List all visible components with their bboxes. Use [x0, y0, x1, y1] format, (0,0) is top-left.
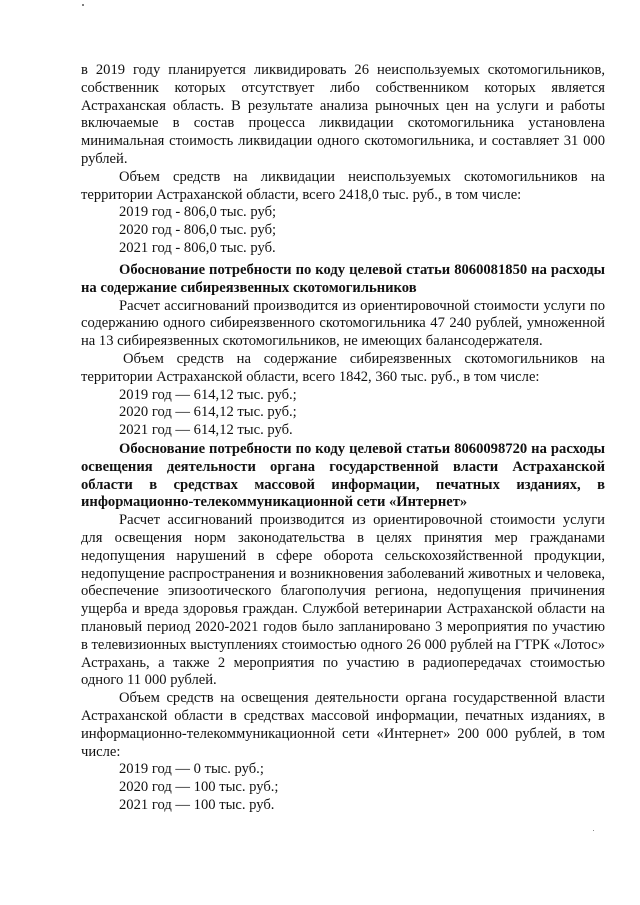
list-item: 2021 год - 806,0 тыс. руб. — [119, 239, 276, 256]
heading-anthrax: Обоснование потребности по коду целевой статьи 8060081850 на расходы на содержание сибиреязвенных скотомогильников — [81, 262, 605, 296]
scan-artifact — [593, 830, 594, 831]
list-item: 2019 год — 0 тыс. руб.; — [119, 761, 264, 778]
list-item: 2020 год — 100 тыс. руб.; — [119, 779, 279, 796]
list-item: 2020 год - 806,0 тыс. руб; — [119, 222, 277, 239]
paragraph-anthrax-volume: Объем средств на содержание сибиреязвенных скотомогильников на территории Астраханской области, всего 1842, 360 тыс. руб., в том числе: — [81, 350, 605, 385]
heading-media: Обоснование потребности по коду целевой статьи 8060098720 на расходы освещения деятельности органа государственной власти Астраханской области в средствах массовой информации, печатных изданиях, в информационно-телекоммуникационной сети «Интернет» — [81, 441, 605, 511]
scan-artifact — [82, 4, 84, 6]
paragraph-liquidation-volume: Объем средств на ликвидации неиспользуемых скотомогильников на территории Астраханской области, всего 2418,0 тыс. руб., в том числе: — [81, 168, 605, 203]
paragraph-media-calc: Расчет ассигнований производится из ориентировочной стоимости услуги для освещения норм законодательства в целях принятия мер гражданами недопущения нарушений в сфере оборота сельскохозяйственной продукции, недопущение распространения и возникновения заболеваний животных и человека, обеспечение эпизоотического благополучия региона, недопущения причинения ущерба и вреда здоровья граждан. Службой ветеринарии Астраханской области на плановый период 2020-2021 годов было запланировано 3 мероприятия по участию в телевизионных выступлениях стоимостью одного 26 000 рублей на ГТРК «Лотос» Астрахань, а также 2 мероприятия по участию в радиопередачах стоимостью одного 11 000 рублей. — [81, 512, 605, 689]
list-item: 2021 год — 100 тыс. руб. — [119, 796, 275, 813]
list-item: 2020 год — 614,12 тыс. руб.; — [119, 404, 297, 421]
section-liquidation — [81, 62, 605, 258]
list-item: 2019 год — 614,12 тыс. руб.; — [119, 386, 297, 403]
paragraph-liquidation-plan: в 2019 году планируется ликвидировать 26 неиспользуемых скотомогильников, собственник которых отсутствует либо собственником которых является Астраханская область. В результате анализа рыночных цен на услуги и работы включаемые в состав процесса ликвидации скотомогильника установлена минимальная стоимость ликвидации одного скотомогильника, и составляет 31 000 рублей. — [81, 62, 605, 167]
paragraph-anthrax-calc: Расчет ассигнований производится из ориентировочной стоимости услуги по содержанию одного сибиреязвенного скотомогильника 47 240 рублей, умноженной на 13 сибиреязвенных скотомогильников, не имеющих балансодержателя. — [81, 297, 605, 350]
list-item: 2019 год - 806,0 тыс. руб; — [119, 204, 277, 221]
section-media — [81, 441, 605, 815]
paragraph-media-volume: Объем средств на освещения деятельности органа государственной власти Астраханской области в средствах массовой информации, печатных изданиях, в информационно-телекоммуникационной сети «Интернет» 200 000 рублей, в том числе: — [81, 690, 605, 760]
list-item: 2021 год — 614,12 тыс. руб. — [119, 422, 293, 439]
section-anthrax — [81, 262, 605, 440]
